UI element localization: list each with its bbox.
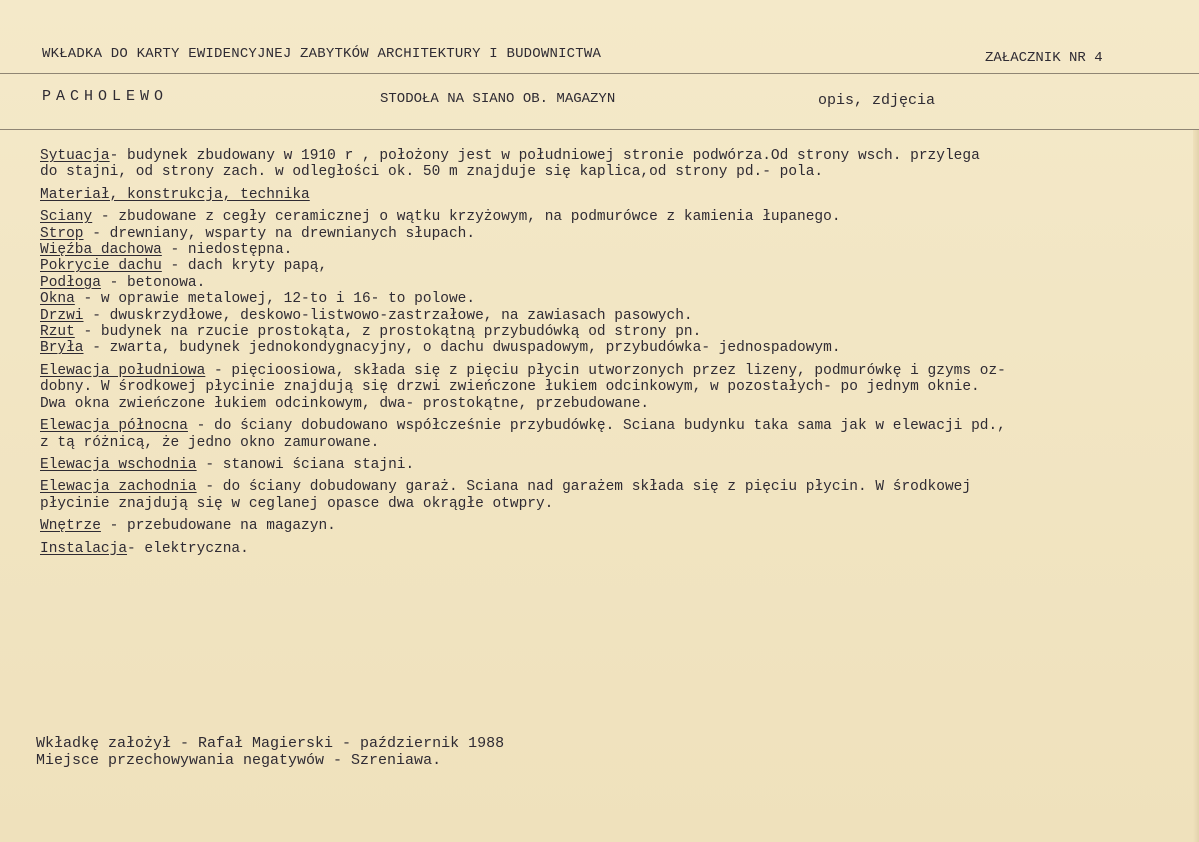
header-divider [0, 73, 1199, 74]
material-heading: Materiał, konstrukcja, technika [40, 186, 310, 203]
situation-term: Sytuacja [40, 148, 110, 164]
author-line: Wkładkę założył - Rafał Magierski - październik 1988 [36, 735, 505, 752]
installation: Instalacja- elektryczna. [40, 540, 249, 557]
card-footer [36, 735, 504, 769]
south-elevation-line-3: Dwa okna zwieńczone łukiem odcinkowym, dwa- prostokątne, przebudowane. [40, 395, 650, 412]
material-item: Okna - w oprawie metalowej, 12-to i 16- to polowe. [40, 291, 476, 308]
east-elevation: Elewacja wschodnia - stanowi ściana stajni. [40, 456, 415, 473]
west-elevation-line-2: płycinie znajdują się w ceglanej opasce dwa okrągłe otwpry. [40, 495, 554, 512]
west-elevation-line-1: Elewacja zachodnia - do ściany dobudowany garaż. Sciana nad garażem składa się z pięciu płycin. W środkowej [40, 479, 972, 496]
south-elevation-line-1: Elewacja południowa - pięcioosiowa, składa się z pięciu płycin utworzonych przez lizeny, podmurówkę i gzyms oz- [40, 362, 1006, 379]
situation-line-1: Sytuacja- budynek zbudowany w 1910 r , położony jest w południowej stronie podwórza.Od strony wsch. przylega [40, 148, 980, 164]
scope-note: opis, zdjęcia [818, 92, 936, 109]
attachment-number: ZAŁACZNIK NR 4 [985, 50, 1103, 66]
material-item: Bryła - zwarta, budynek jednokondygnacyjny, o dachu dwuspadowym, przybudówka- jednospadowym. [40, 340, 841, 357]
place-name: PACHOLEWO [42, 88, 169, 105]
card-title: WKŁADKA DO KARTY EWIDENCYJNEJ ZABYTKÓW ARCHITEKTURY I BUDOWNICTWA [42, 46, 602, 62]
material-item: Więźba dachowa - niedostępna. [40, 242, 293, 259]
material-item: Podłoga - betonowa. [40, 274, 206, 291]
storage-line: Miejsce przechowywania negatywów - Szreniawa. [36, 752, 442, 769]
situation-line-2: do stajni, od strony zach. w odległości ok. 50 m znajduje się kaplica,od strony pd.- pola. [40, 164, 824, 181]
record-divider [0, 129, 1199, 130]
material-item: Strop - drewniany, wsparty na drewnianych słupach. [40, 225, 476, 242]
north-elevation-line-2: z tą różnicą, że jedno okno zamurowane. [40, 434, 380, 451]
material-item: Rzut - budynek na rzucie prostokąta, z prostokątną przybudówką od strony pn. [40, 324, 702, 341]
interior: Wnętrze - przebudowane na magazyn. [40, 518, 336, 535]
card-edge [1193, 130, 1199, 842]
north-elevation-line-1: Elewacja północna - do ściany dobudowano współcześnie przybudówkę. Sciana budynku taka sama jak w elewacji pd., [40, 418, 1006, 435]
south-elevation-line-2: dobny. W środkowej płycinie znajdują się drzwi zwieńczone łukiem odcinkowym, w pozostałych- po jednym oknie. [40, 379, 980, 396]
material-item: Drzwi - dwuskrzydłowe, deskowo-listwowo-zastrzałowe, na zawiasach pasowych. [40, 307, 693, 324]
object-name: STODOŁA NA SIANO OB. MAGAZYN [380, 91, 616, 107]
material-item: Pokrycie dachu - dach kryty papą, [40, 258, 328, 275]
description-body [40, 148, 1160, 557]
material-item: Sciany - zbudowane z cegły ceramicznej o wątku krzyżowym, na podmurówce z kamienia łupanego. [40, 209, 841, 226]
